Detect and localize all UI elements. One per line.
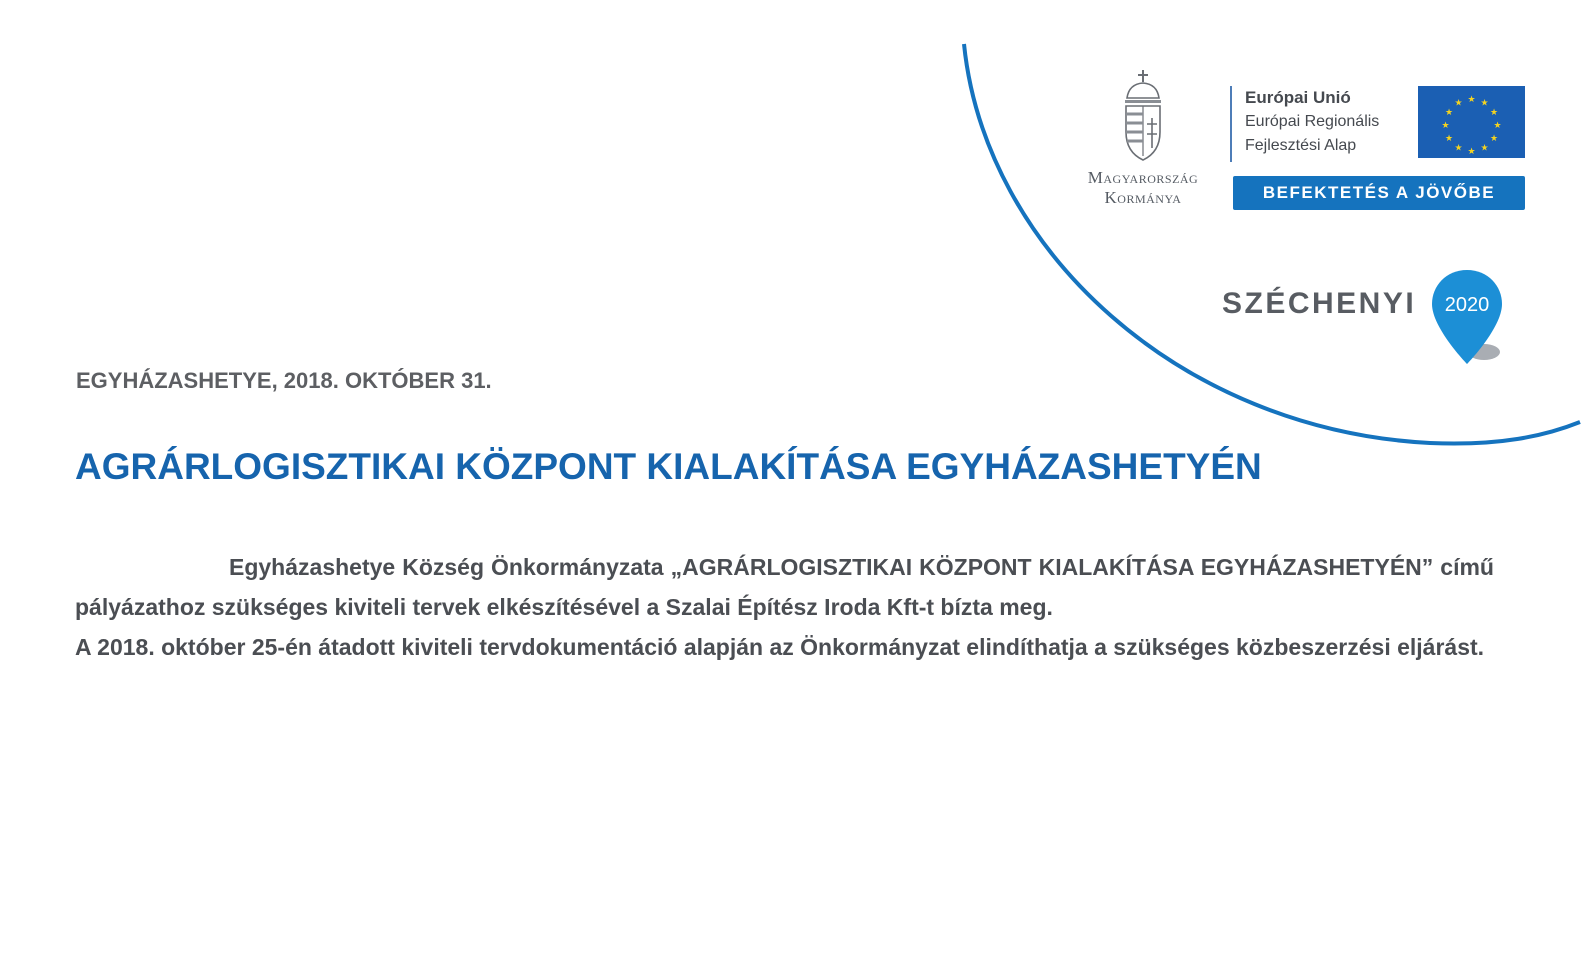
svg-text:★: ★: [1444, 108, 1454, 118]
svg-text:★: ★: [1480, 143, 1489, 154]
svg-text:★: ★: [1480, 98, 1489, 109]
svg-text:★: ★: [1489, 108, 1499, 118]
svg-text:★: ★: [1454, 143, 1463, 154]
government-name: [1068, 168, 1218, 208]
paragraph-1-text: Egyházashetye Község Önkormányzata „AGRÁRLOGISZTIKAI KÖZPONT KIALAKÍTÁSA EGYHÁZASHETYÉN” című pályázathoz szükséges kiviteli tervek elkészítésével a Szalai Építész Iroda Kft-t bízta meg.: [75, 554, 1494, 620]
paragraph-2: A 2018. október 25-én átadott kiviteli tervdokumentáció alapján az Önkormányzat elindíthatja a szükséges közbeszerzési eljárást.: [75, 634, 1485, 660]
eu-title: Európai Unió: [1245, 88, 1351, 107]
eu-text: [1245, 86, 1379, 158]
government-name-line1: Magyarország: [1087, 168, 1199, 187]
szechenyi-program-name: SZÉCHENYI: [1222, 287, 1417, 320]
article-body: [75, 547, 1494, 667]
eu-divider: [1230, 86, 1232, 162]
dateline: EGYHÁZASHETYE, 2018. OKTÓBER 31.: [76, 368, 492, 393]
program-year: 2020: [1444, 294, 1490, 316]
map-pin-icon: [1426, 266, 1508, 370]
svg-text:★: ★: [1454, 98, 1463, 109]
page-title: AGRÁRLOGISZTIKAI KÖZPONT KIALAKÍTÁSA EGYHÁZASHETYÉN: [75, 446, 1262, 487]
investment-banner: BEFEKTETÉS A JÖVŐBE: [1233, 176, 1525, 210]
eu-fund-line2: Fejlesztési Alap: [1245, 137, 1357, 154]
government-name-line2: Kormánya: [1104, 188, 1182, 207]
svg-text:★: ★: [1444, 134, 1454, 144]
eu-fund-line1: Európai Regionális: [1245, 113, 1380, 130]
svg-text:★: ★: [1467, 147, 1476, 157]
svg-text:★: ★: [1493, 121, 1502, 131]
svg-text:★: ★: [1441, 121, 1450, 131]
government-logo: [1068, 68, 1218, 208]
eu-flag-icon: [1418, 86, 1525, 158]
svg-text:★: ★: [1467, 95, 1476, 105]
coat-of-arms-icon: [1121, 68, 1165, 162]
svg-text:★: ★: [1489, 134, 1499, 144]
paragraph-1: [75, 547, 1494, 627]
